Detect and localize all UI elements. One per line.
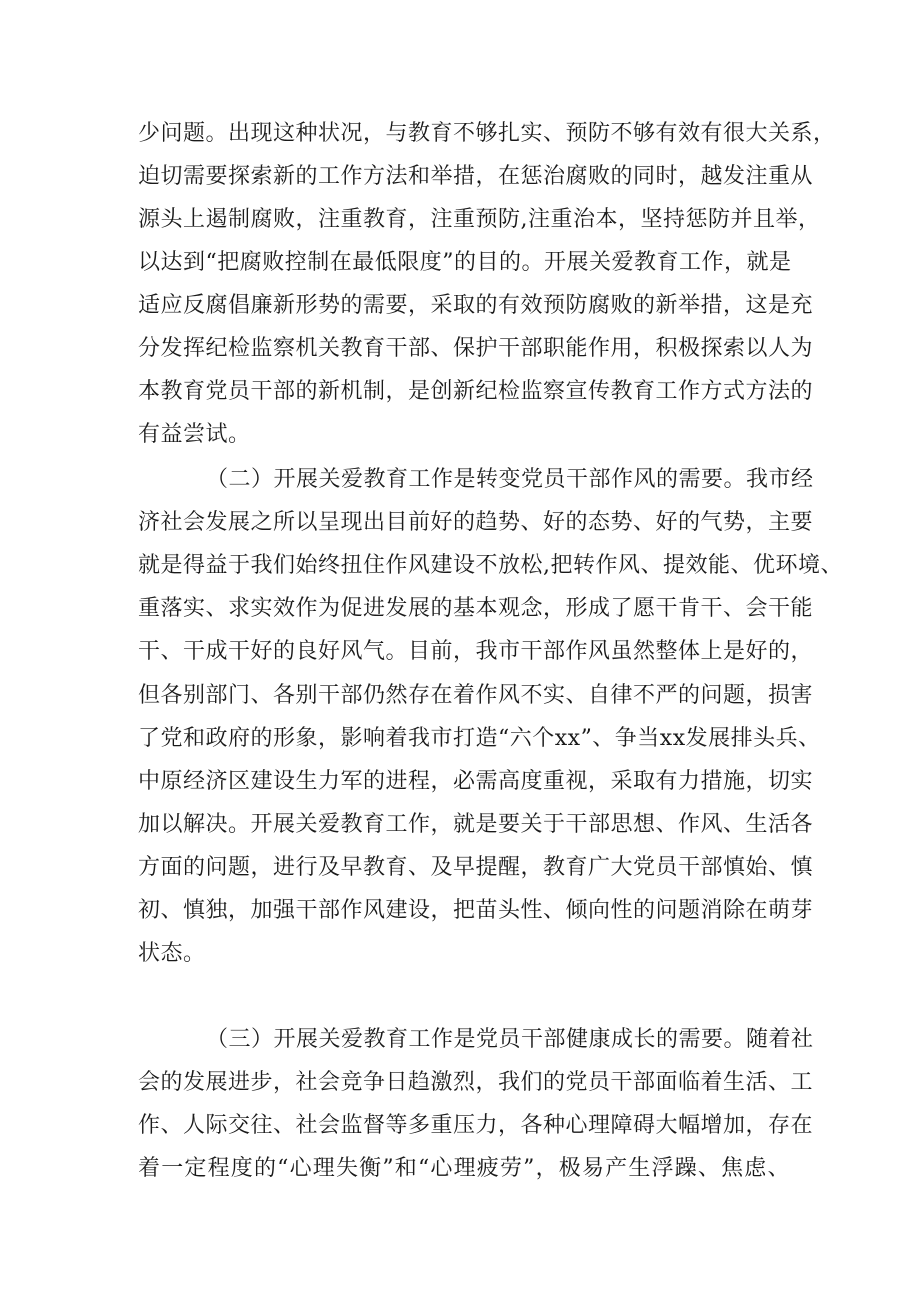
text-line: 有益尝试。 — [138, 422, 251, 447]
text-line: 分发挥纪检监察机关教育干部、保护干部职能作用，积极探索以人为 — [138, 336, 814, 361]
text-line: 加以解决。开展关爱教育工作，就是要关于干部思想、作风、生活各 — [138, 812, 814, 837]
text-line: 但各别部门、各别干部仍然存在着作风不实、自律不严的问题，损害 — [138, 683, 814, 708]
text-line: 就是得益于我们始终扭住作风建设不放松,把转作风、提效能、优环境、 — [138, 553, 843, 578]
text-line: 济社会发展之所以呈现出目前好的趋势、好的态势、好的气势，主要 — [138, 510, 814, 535]
text-line: 会的发展进步，社会竞争日趋激烈，我们的党员干部面临着生活、工 — [138, 1070, 814, 1095]
text-line: 重落实、求实效作为促进发展的基本观念，形成了愿干肯干、会干能 — [138, 596, 814, 621]
text-line: 状态。 — [138, 941, 206, 966]
text-line: 少问题。出现这种状况，与教育不够扎实、预防不够有效有很大关系， — [138, 121, 836, 146]
text-line: 以达到“把腐败控制在最低限度”的目的。开展关爱教育工作，就是 — [138, 250, 792, 275]
section-heading-line: （二）开展关爱教育工作是转变党员干部作风的需要。我市经 — [206, 467, 814, 492]
text-line: 源头上遏制腐败，注重教育，注重预防,注重治本，坚持惩防并且举， — [138, 207, 821, 232]
text-line: 初、慎独，加强干部作风建设，把苗头性、倾向性的问题消除在萌芽 — [138, 898, 814, 923]
section-heading-line: （三）开展关爱教育工作是党员干部健康成长的需要。随着社 — [206, 1027, 814, 1052]
text-line: 着一定程度的“心理失衡”和“心理疲劳”，极易产生浮躁、焦虑、 — [138, 1156, 790, 1181]
text-line: 干、干成干好的良好风气。目前，我市干部作风虽然整体上是好的， — [138, 639, 814, 664]
text-line: 迫切需要探索新的工作方法和举措，在惩治腐败的同时，越发注重从 — [138, 164, 814, 189]
text-line: 中原经济区建设生力军的进程，必需高度重视，采取有力措施，切实 — [138, 769, 814, 794]
text-line: 适应反腐倡廉新形势的需要，采取的有效预防腐败的新举措，这是充 — [138, 293, 814, 318]
text-line: 作、人际交往、社会监督等多重压力，各种心理障碍大幅增加，存在 — [138, 1113, 814, 1138]
text-line: 方面的问题，进行及早教育、及早提醒，教育广大党员干部慎始、慎 — [138, 855, 814, 880]
text-line: 了党和政府的形象，影响着我市打造“六个xx”、争当xx发展排头兵、 — [138, 726, 821, 751]
text-line: 本教育党员干部的新机制，是创新纪检监察宣传教育工作方式方法的 — [138, 379, 814, 404]
